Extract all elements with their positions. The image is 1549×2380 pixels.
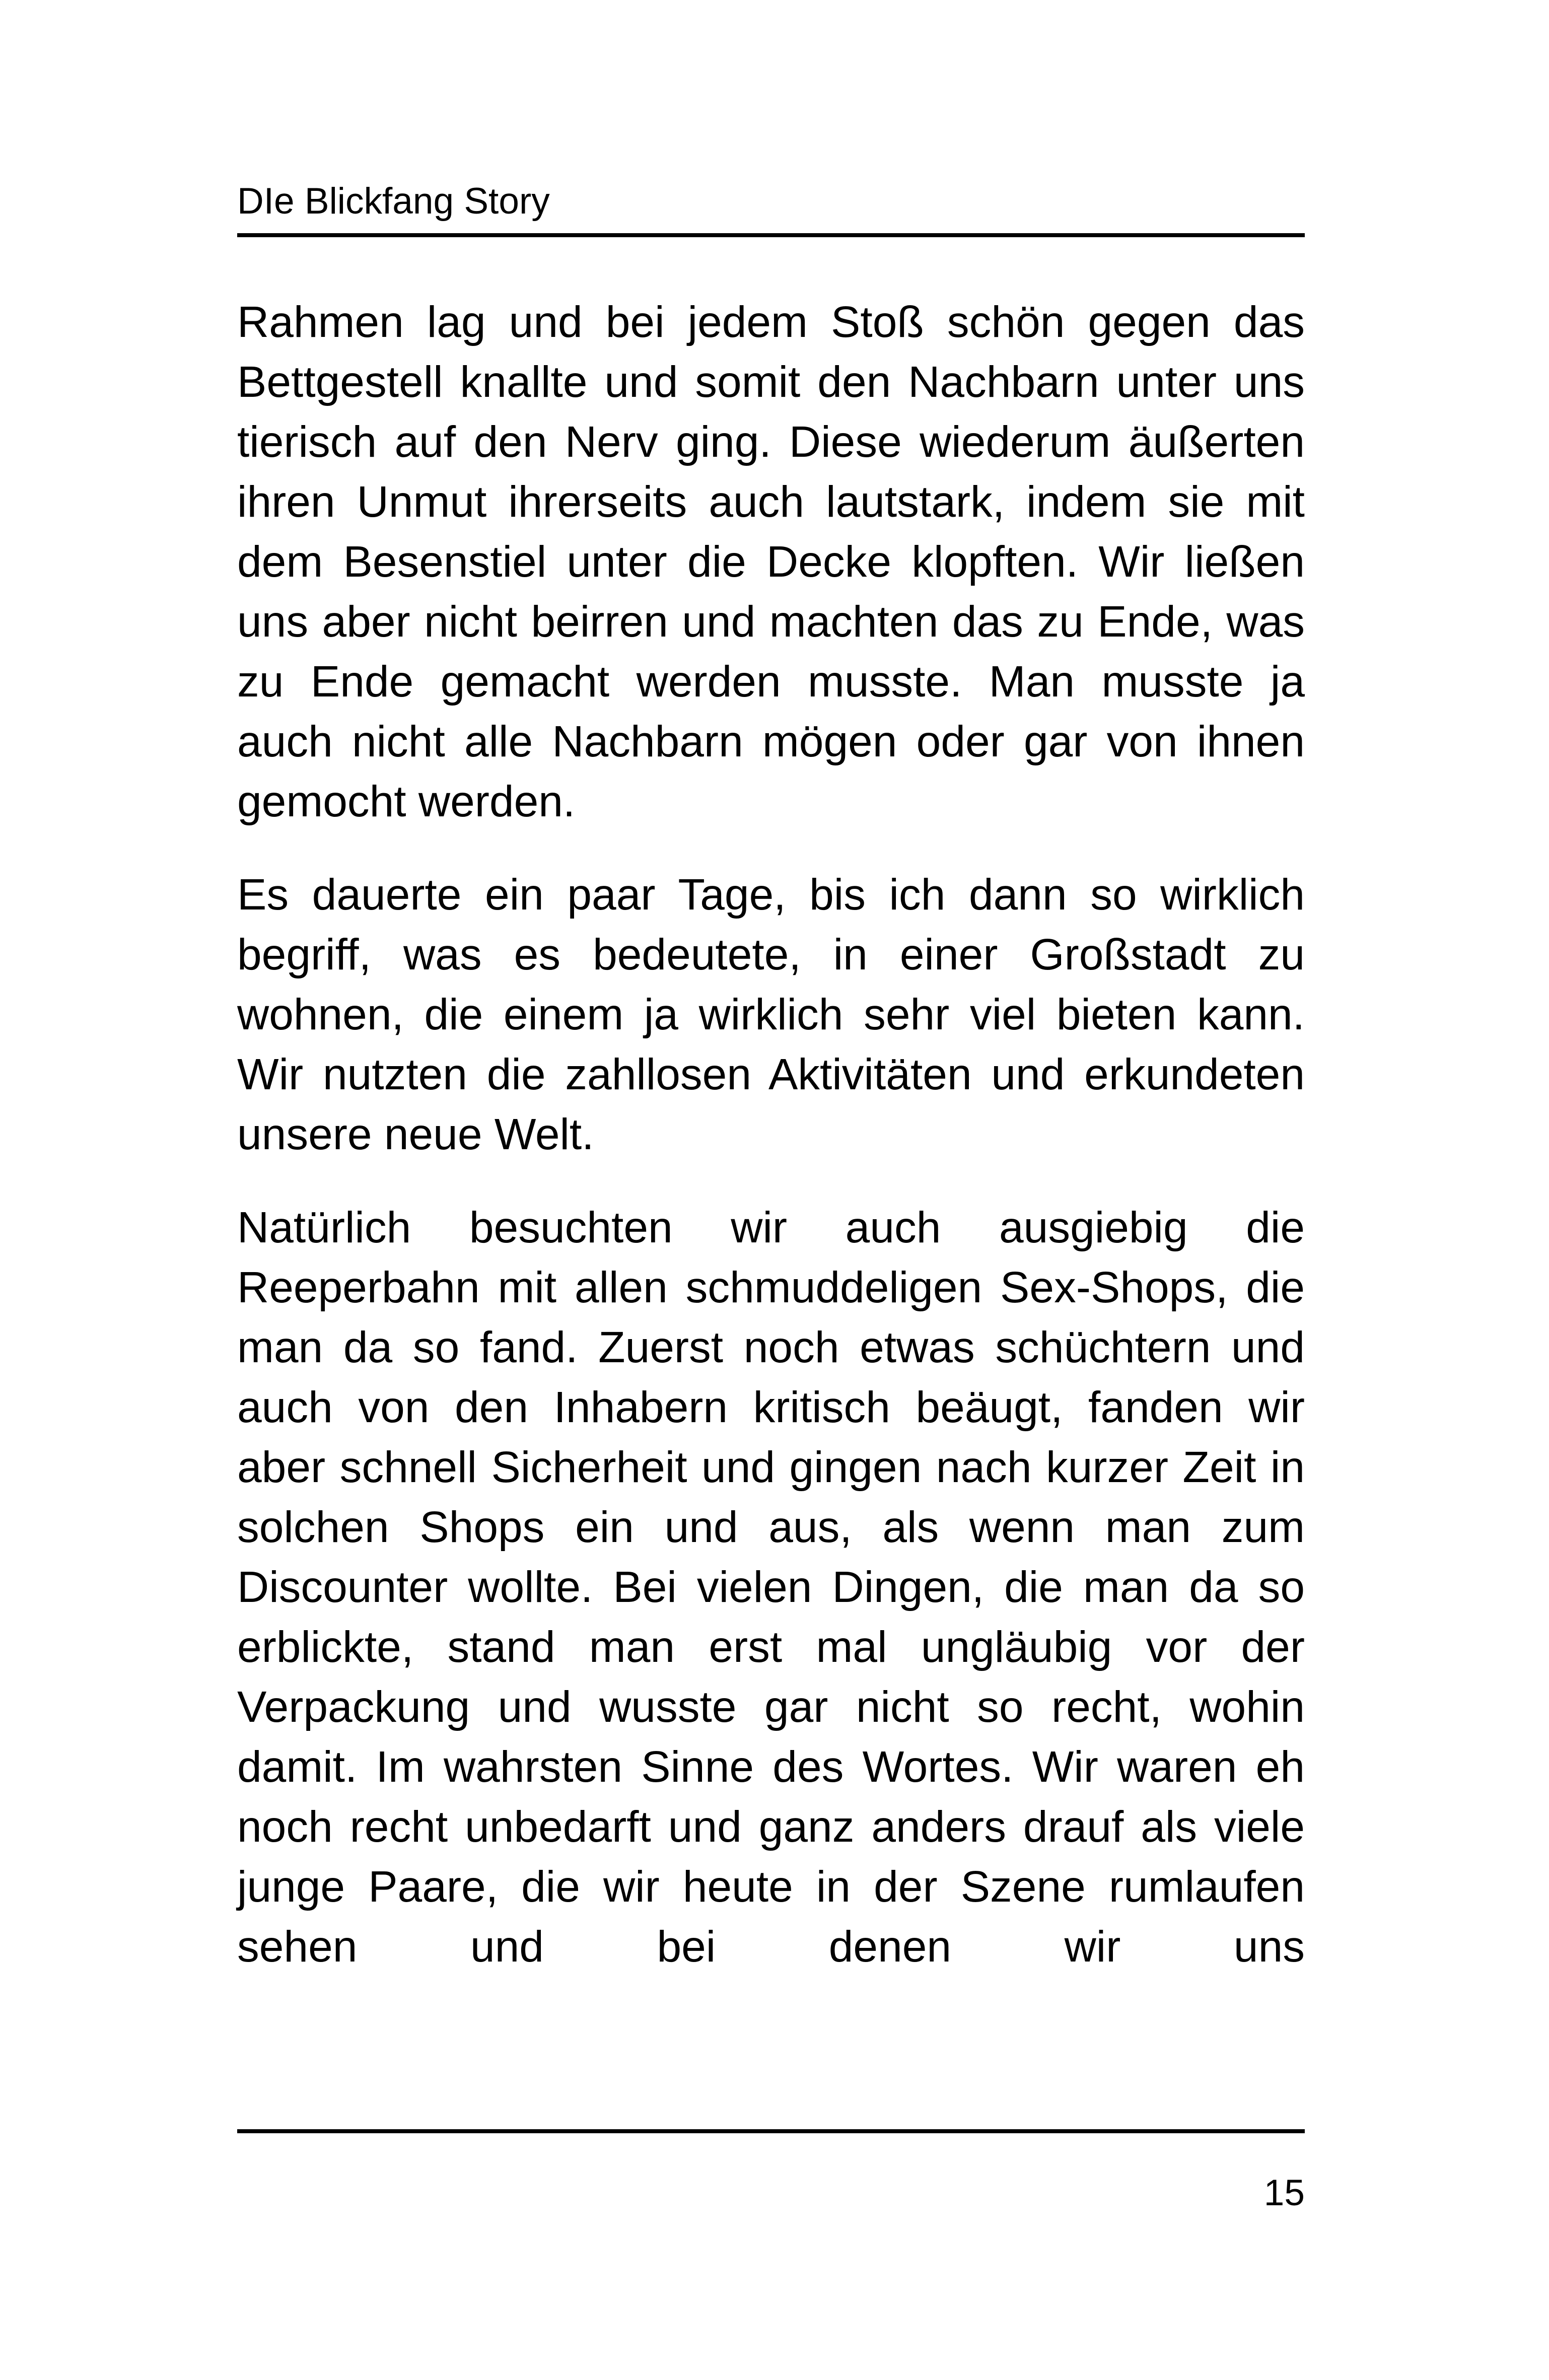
paragraph: Natürlich besuchten wir auch ausgiebig die Reeperbahn mit allen schmuddeligen Sex-Shops, die man da so fand. Zuerst noch etwas schüchtern und auch von den Inhabern kritisch beäugt, fanden wir aber schnell Sicherheit und gingen nach kurzer Zeit in solchen Shops ein und aus, als wenn man zum Discounter wollte. Bei vielen Dingen, die man da so erblickte, stand man erst mal ungläubig vor der Verpackung und wusste gar nicht so recht, wohin damit. Im wahrsten Sinne des Wortes. Wir waren eh noch recht unbedarft und ganz anders drauf als viele junge Paare, die wir heute in der Szene rumlaufen sehen und bei denen wir uns bbox=[237, 1203, 1305, 1971]
body-text bbox=[237, 292, 1305, 1977]
paragraph: Es dauerte ein paar Tage, bis ich dann so wirklich begriff, was es bedeutete, in einer Großstadt zu wohnen, die einem ja wirklich sehr viel bieten kann. Wir nutzten die zahllosen Aktivitäten und erkundeten unsere neue Welt. bbox=[237, 870, 1305, 1159]
footer-rule bbox=[237, 2129, 1305, 2133]
header-rule bbox=[237, 233, 1305, 237]
paragraph: Rahmen lag und bei jedem Stoß schön gegen das Bettgestell knallte und somit den Nachbarn unter uns tierisch auf den Nerv ging. Diese wiederum äußerten ihren Unmut ihrerseits auch lautstark, indem sie mit dem Besenstiel unter die Decke klopften. Wir ließen uns aber nicht beirren und machten das zu Ende, was zu Ende gemacht werden musste. Man musste ja auch nicht alle Nachbarn mögen oder gar von ihnen gemocht werden. bbox=[237, 297, 1305, 826]
running-title: DIe Blickfang Story bbox=[237, 181, 550, 222]
page-number: 15 bbox=[1263, 2173, 1305, 2213]
